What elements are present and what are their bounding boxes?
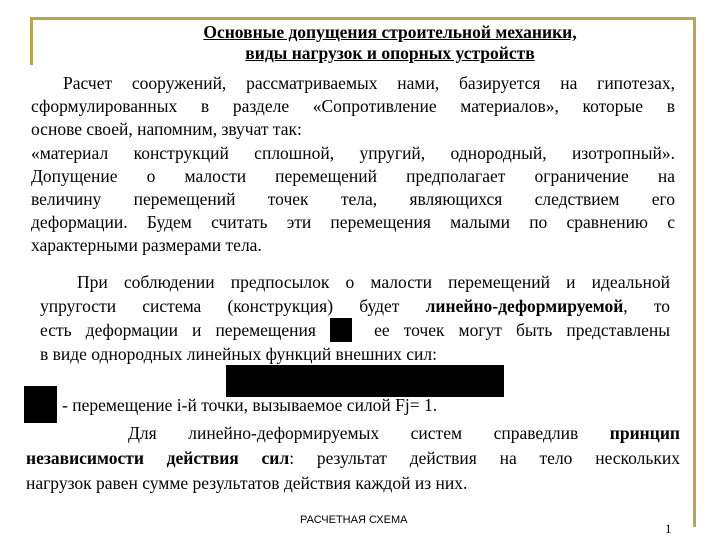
paragraph-line: величину перемещений точек тела, являющихся следствием его [31,189,675,210]
term-principle: принцип [609,423,680,443]
paragraph-line: Расчет сооружений, рассматриваемых нами, базируется на гипотезах, [63,73,675,93]
paragraph-text: , то [623,295,670,316]
term-linear-deformable: линейно-деформируемой [425,295,624,316]
slide-title [120,22,660,64]
title-line-2: виды нагрузок и опорных устройств [245,43,535,63]
paragraph-line: деформации. Будем считать эти перемещения малыми по сравнению с [31,212,675,233]
frame-left-border [30,17,33,65]
paragraph-line: При соблюдении предпосылок о малости перемещений и идеальной [77,272,670,292]
paragraph-line [26,421,680,446]
paragraph-line [40,318,670,343]
symbol-image [24,386,57,423]
paragraph-text: есть деформации и перемещения [40,320,331,340]
paragraph-line: сформулированных в разделе «Сопротивление материалов», которые в [31,96,675,117]
paragraph-text: : результат действия на тело нескольких [289,448,680,468]
formula-image [226,365,504,397]
paragraph-line [40,295,670,319]
term-independence: независимости действия сил [26,448,290,468]
paragraph-line: в виде однородных линейных функций внешних сил: [40,343,438,364]
definition-line: - перемещение i-й точки, вызываемое силой Fj= 1. [62,395,438,415]
paragraph-text: упругости система (конструкция) будет [40,295,426,316]
paragraph-linear-system [40,271,670,366]
displacement-symbol-image [330,318,352,342]
paragraph-text: ее точек могут быть представлены [360,320,670,340]
paragraph-hypotheses [31,72,675,258]
paragraph-line: характерными размерами тела. [31,235,262,256]
paragraph-line: «материал конструкций сплошной, упругий, однородный, изотропный». [31,142,675,163]
title-line-1: Основные допущения строительной механики, [203,22,577,42]
paragraph-line: основе своей, напомним, звучат так: [31,119,302,140]
caption: РАСЧЕТНАЯ СХЕМА [300,514,408,526]
frame-right-border [693,17,696,527]
paragraph-line [26,446,680,471]
paragraph-text: Для линейно-деформируемых систем справедлив [128,423,610,443]
paragraph-superposition [26,421,680,496]
page-number: 1 [665,521,672,536]
paragraph-line: нагрузок равен сумме результатов действия каждой из них. [26,473,468,493]
frame-top-border [30,17,696,20]
paragraph-line: Допущение о малости перемещений предполагает ограничение на [31,165,675,186]
